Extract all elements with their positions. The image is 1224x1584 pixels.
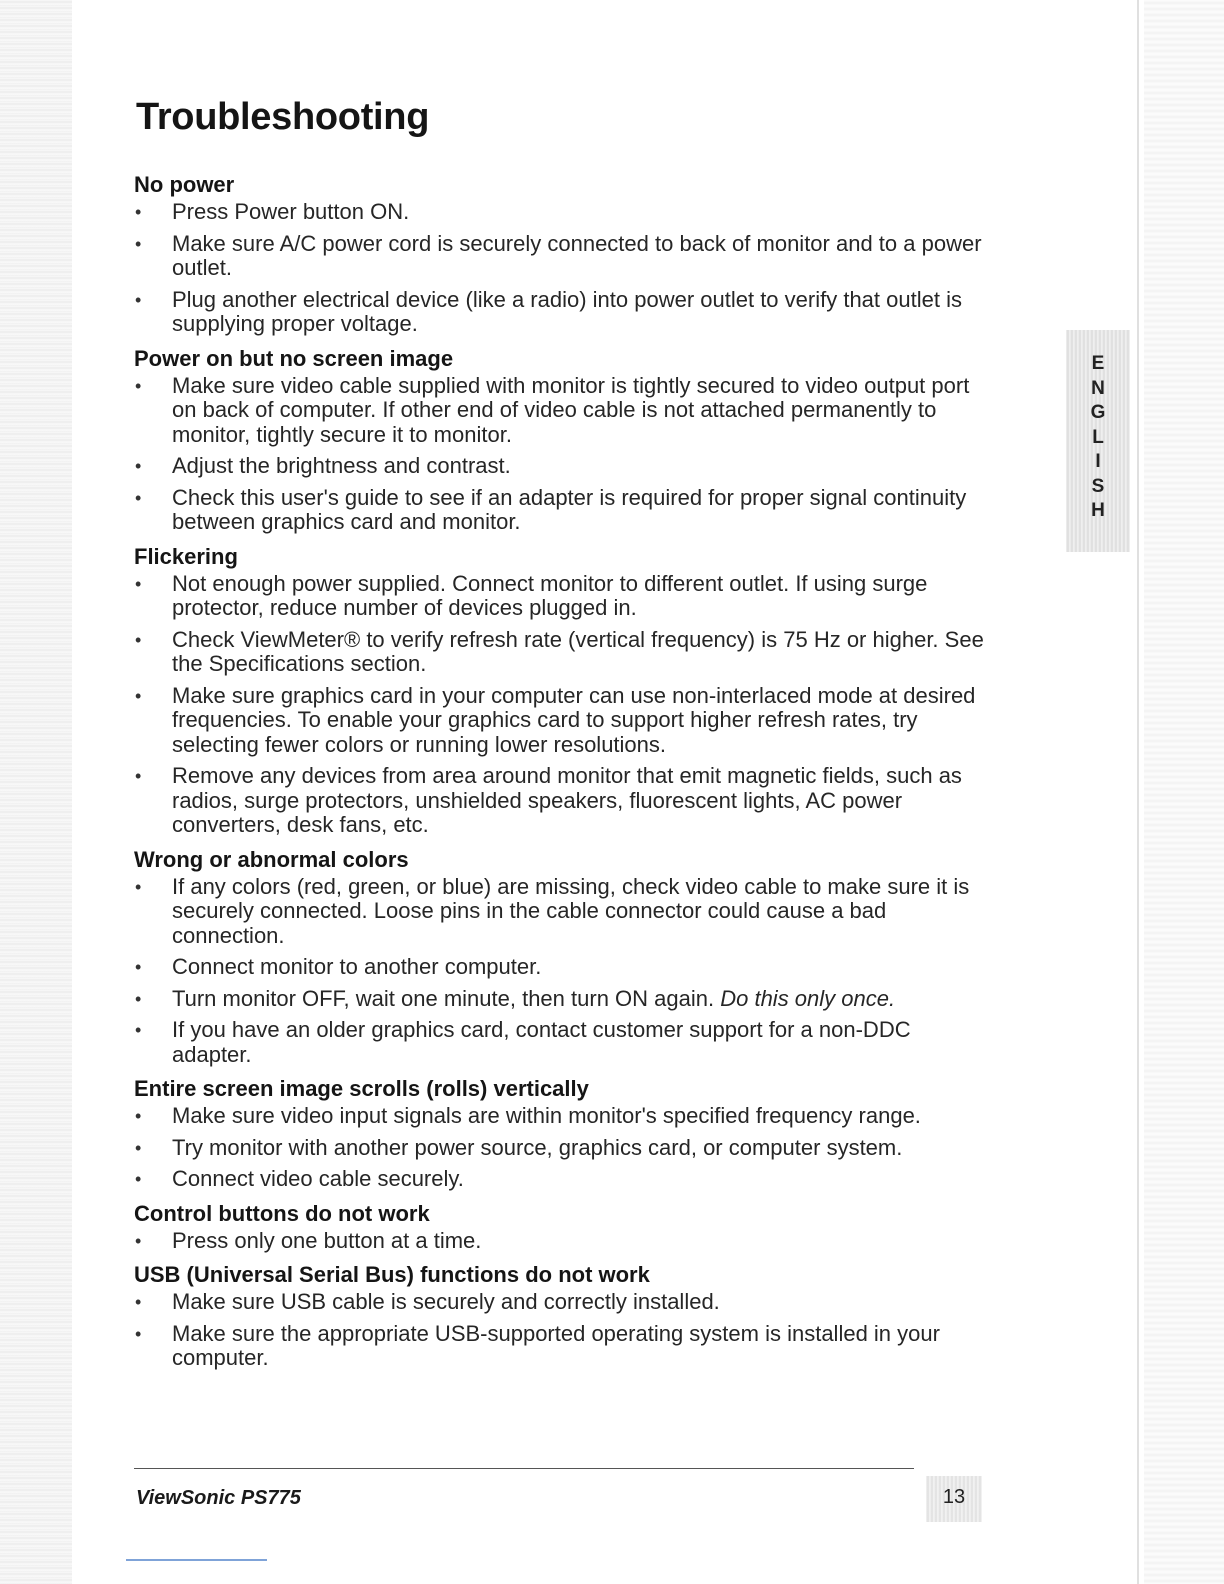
emphasis-text: Do this only once.: [720, 985, 896, 1011]
language-tab-letter: S: [1091, 475, 1105, 497]
section-heading: Flickering: [134, 543, 238, 569]
section-heading: Wrong or abnormal colors: [134, 846, 409, 872]
troubleshooting-content: [134, 170, 984, 1378]
bullet-item: • Check this user's guide to see if an adapter is required for proper signal continuity between graphics card and monitor.: [134, 486, 984, 535]
bullet-list: [134, 875, 984, 1068]
language-tab-letter: I: [1095, 451, 1101, 472]
bullet-item: • Not enough power supplied. Connect monitor to different outlet. If using surge protector, reduce number of devices plugged in.: [134, 572, 984, 621]
section-heading: USB (Universal Serial Bus) functions do not work: [134, 1262, 650, 1287]
language-tab-letter: E: [1091, 353, 1105, 374]
bullet-item: • Plug another electrical device (like a radio) into power outlet to verify that outlet is supplying proper voltage.: [134, 288, 984, 337]
section-flickering: [134, 542, 984, 838]
page-title: Troubleshooting: [136, 96, 430, 138]
bullet-item: • Make sure A/C power cord is securely connected to back of monitor and to a power outlet.: [134, 232, 984, 281]
bullet-item: • Make sure video input signals are within monitor's specified frequency range.: [134, 1104, 984, 1129]
section-heading: Entire screen image scrolls (rolls) vertically: [134, 1076, 589, 1101]
section-usb: [134, 1260, 984, 1371]
page-number: 13: [942, 1486, 966, 1508]
bullet-item: • If any colors (red, green, or blue) are missing, check video cable to make sure it is securely connected. Loose pins in the cable connector could cause a bad connection.: [134, 875, 984, 949]
bullet-list: [134, 1229, 984, 1254]
bullet-list: [134, 200, 984, 337]
language-tab-letter: G: [1090, 402, 1106, 423]
language-tab-letter: H: [1091, 500, 1105, 521]
bullet-item: • Try monitor with another power source, graphics card, or computer system.: [134, 1136, 984, 1161]
bullet-item: • Press Power button ON.: [134, 200, 984, 225]
bullet-text: Turn monitor OFF, wait one minute, then turn ON again.: [172, 985, 715, 1011]
section-screen-scrolls: [134, 1074, 984, 1192]
bullet-item: • Connect monitor to another computer.: [134, 955, 984, 980]
section-abnormal-colors: [134, 845, 984, 1068]
scan-shadow-right: [1144, 0, 1224, 1584]
bullet-item: • Make sure the appropriate USB-supported operating system is installed in your computer.: [134, 1322, 984, 1371]
bullet-item: • Press only one button at a time.: [134, 1229, 984, 1254]
bullet-item: • Make sure video cable supplied with monitor is tightly secured to video output port on back of computer. If other end of video cable is not attached permanently to monitor, tightly secure it to monitor.: [134, 374, 984, 448]
bullet-list: [134, 374, 984, 535]
footer-divider: [134, 1468, 914, 1469]
bullet-item: • Remove any devices from area around monitor that emit magnetic fields, such as radios, surge protectors, unshielded speakers, fluorescent lights, AC power converters, desk fans, etc.: [134, 764, 984, 838]
footer-brand: ViewSonic PS775: [136, 1487, 301, 1509]
section-heading: Control buttons do not work: [134, 1200, 430, 1226]
bullet-item: • Adjust the brightness and contrast.: [134, 454, 984, 479]
section-control-buttons: [134, 1199, 984, 1254]
bullet-list: [134, 1104, 984, 1192]
bullet-item: • If you have an older graphics card, contact customer support for a non-DDC adapter.: [134, 1018, 984, 1067]
bullet-list: [134, 572, 984, 838]
language-tab-letter: N: [1091, 377, 1105, 399]
bullet-item: [134, 987, 984, 1012]
language-tab-letter: L: [1092, 426, 1104, 448]
language-tab-letters: [1066, 352, 1130, 524]
bullet-list: [134, 1290, 984, 1371]
section-no-power: [134, 170, 984, 337]
section-heading: Power on but no screen image: [134, 345, 454, 371]
bullet-item: • Connect video cable securely.: [134, 1167, 984, 1192]
bullet-item: • Check ViewMeter® to verify refresh rate (vertical frequency) is 75 Hz or higher. See the Specifications section.: [134, 628, 984, 677]
bullet-item: • Make sure graphics card in your computer can use non-interlaced mode at desired frequencies. To enable your graphics card to support higher refresh rates, try selecting fewer colors or running lower resolutions.: [134, 684, 984, 758]
section-no-screen-image: [134, 344, 984, 535]
scan-shadow-left: [0, 0, 72, 1584]
bullet-item: • Make sure USB cable is securely and correctly installed.: [134, 1290, 984, 1315]
section-heading: No power: [134, 172, 235, 197]
page-edge-line: [1137, 0, 1139, 1584]
bottom-edge-line: [126, 1559, 267, 1561]
